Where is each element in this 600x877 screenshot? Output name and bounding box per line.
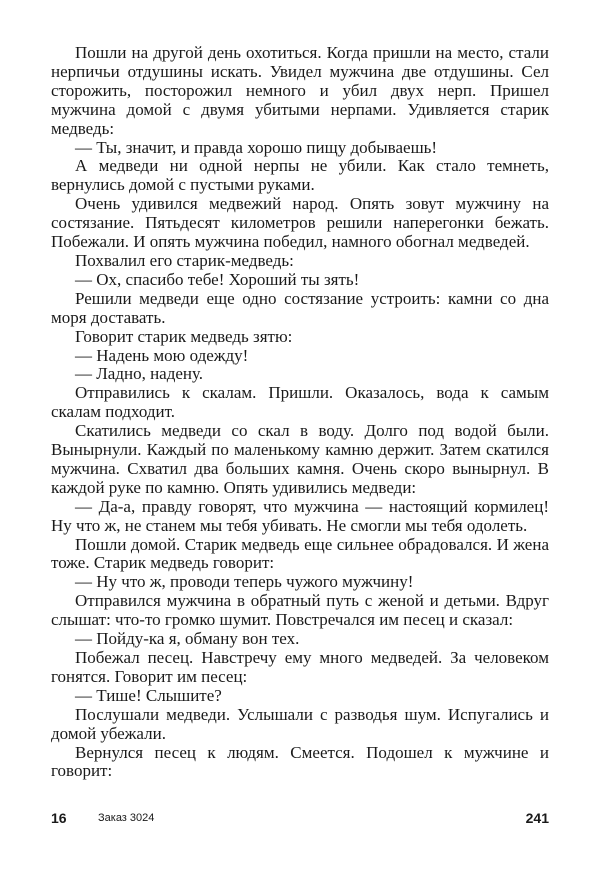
page-number: 241 xyxy=(525,810,549,826)
paragraph: — Пойду-ка я, обману вон тех. xyxy=(75,629,300,649)
paragraph: — Ох, спасибо тебе! Хороший ты зять! xyxy=(75,269,360,289)
paragraph: Скатились медведи со скал в воду. Долго под водой были. Вынырнули. Каждый по маленькому камню держит. Затем скатился мужчина. Схватил два больших камня. Очень скоро вынырнул. В каждой руке по камню. Опять удивились медведи: xyxy=(51,421,549,497)
paragraph: Отправились к скалам. Пришли. Оказалось, вода к самым скалам подходит. xyxy=(51,383,549,422)
paragraph: Очень удивился медвежий народ. Опять зовут мужчину на состязание. Пятьдесят километров решили наперегонки бежать. Побежали. И опять мужчина победил, намного обогнал медведей. xyxy=(51,194,549,252)
print-order-note: Заказ 3024 xyxy=(98,812,155,824)
paragraph: Пошли домой. Старик медведь еще сильнее обрадовался. И жена тоже. Старик медведь говорит: xyxy=(51,534,549,573)
paragraph: — Надень мою одежду! xyxy=(75,345,249,365)
signature-number: 16 xyxy=(51,810,67,826)
paragraph: — Ладно, надену. xyxy=(75,364,204,384)
paragraph: Послушали медведи. Услышали с разводья шум. Испугались и домой убежали. xyxy=(51,704,549,743)
paragraph: — Ну что ж, проводи теперь чужого мужчину! xyxy=(75,572,414,592)
paragraph: Побежал песец. Навстречу ему много медведей. За человеком гонятся. Говорит им песец: xyxy=(51,648,549,686)
paragraph: — Ты, значит, и правда хорошо пищу добываешь! xyxy=(75,137,438,157)
page-footer xyxy=(51,810,549,830)
paragraph: Похвалил его старик-медведь: xyxy=(75,250,294,270)
paragraph: Пошли на другой день охотиться. Когда пришли на место, стали нерпичьи отдушины искать. Увидел мужчина две отдушины. Сел сторожить, посторожил немного и убил двух нерп. Пришел мужчина домой с двумя убитыми нерпами. Удивляется старик медведь: xyxy=(51,43,549,138)
paragraph: — Тише! Слышите? xyxy=(75,685,222,705)
paragraph: Вернулся песец к людям. Смеется. Подошел к мужчине и говорит: xyxy=(51,742,549,781)
body-text xyxy=(51,44,549,781)
paragraph: — Да-а, правду говорят, что мужчина — настоящий кормилец! Ну что ж, не станем мы тебя убивать. Не смогли мы тебя одолеть. xyxy=(51,496,549,535)
paragraph: Говорит старик медведь зятю: xyxy=(75,326,293,346)
paragraph: Отправился мужчина в обратный путь с женой и детьми. Вдруг слышат: что-то громко шумит. Повстречался им песец и сказал: xyxy=(51,591,549,630)
paragraph: А медведи ни одной нерпы не убили. Как стало темнеть, вернулись домой с пустыми руками. xyxy=(51,156,549,195)
paragraph: Решили медведи еще одно состязание устроить: камни со дна моря доставать. xyxy=(51,288,549,327)
